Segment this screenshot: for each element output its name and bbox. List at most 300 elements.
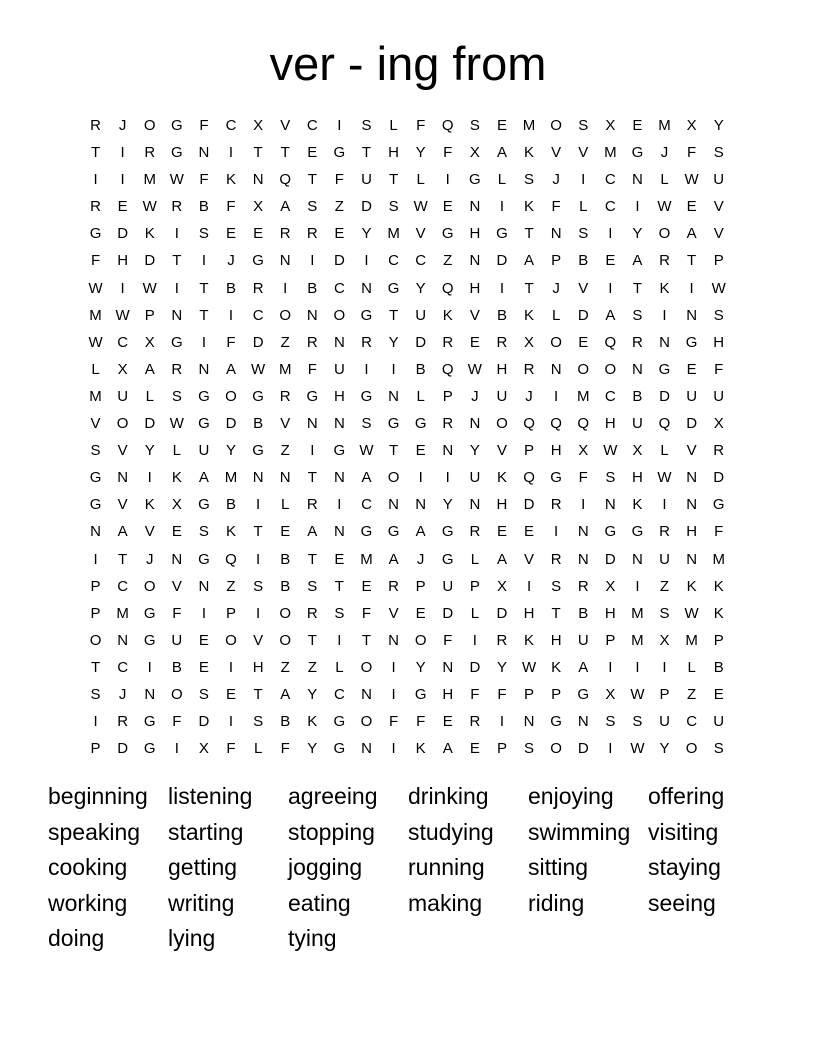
grid-letter: O: [89, 631, 102, 649]
word-list-item: getting: [168, 854, 238, 880]
grid-letter: M: [631, 631, 644, 649]
grid-letter: T: [687, 252, 697, 270]
grid-letter: S: [524, 740, 535, 758]
grid-letter: N: [469, 496, 481, 514]
grid-letter: P: [226, 604, 237, 622]
grid-letter: V: [90, 415, 101, 433]
grid-letter: F: [714, 360, 724, 378]
grid-letter: U: [496, 387, 508, 405]
grid-letter: R: [496, 333, 508, 351]
grid-letter: Y: [226, 442, 237, 460]
grid-letter: E: [117, 198, 128, 216]
grid-letter: I: [147, 469, 152, 487]
grid-letter: E: [686, 198, 697, 216]
grid-letter: A: [307, 523, 318, 541]
grid-letter: V: [713, 198, 724, 216]
grid-letter: E: [415, 604, 426, 622]
grid-letter: Z: [280, 658, 290, 676]
grid-letter: A: [578, 658, 589, 676]
grid-letter: I: [635, 658, 640, 676]
grid-letter: T: [388, 442, 399, 460]
grid-letter: T: [307, 171, 317, 189]
grid-letter: F: [687, 144, 697, 162]
grid-letter: I: [554, 387, 559, 405]
grid-letter: D: [117, 225, 129, 243]
grid-letter: I: [499, 279, 505, 297]
grid-letter: A: [226, 360, 237, 378]
grid-letter: U: [577, 631, 589, 649]
grid-letter: A: [280, 685, 291, 703]
word-list-item: doing: [48, 925, 105, 951]
grid-letter: G: [631, 144, 644, 162]
grid-letter: N: [333, 523, 345, 541]
grid-letter: O: [225, 387, 237, 405]
grid-letter: V: [496, 442, 507, 460]
grid-letter: F: [416, 713, 426, 731]
grid-letter: M: [89, 306, 102, 324]
grid-row: [82, 627, 732, 654]
grid-letter: S: [578, 225, 589, 243]
grid-letter: N: [306, 306, 318, 324]
grid-letter: T: [253, 144, 263, 162]
word-search-grid: [82, 112, 732, 762]
grid-letter: G: [198, 496, 210, 514]
grid-letter: T: [90, 658, 101, 676]
grid-letter: S: [713, 740, 724, 758]
grid-letter: Z: [280, 333, 290, 351]
grid-letter: M: [685, 631, 698, 649]
grid-letter: Y: [144, 442, 155, 460]
grid-letter: I: [391, 360, 396, 378]
grid-letter: B: [280, 577, 291, 595]
grid-letter: M: [387, 225, 400, 243]
grid-letter: X: [198, 740, 209, 758]
grid-letter: J: [660, 144, 669, 162]
grid-letter: H: [713, 333, 725, 351]
word-list-item: drinking: [408, 783, 489, 809]
grid-letter: S: [605, 469, 616, 487]
grid-letter: Q: [550, 415, 562, 433]
grid-letter: N: [361, 740, 372, 758]
grid-letter: C: [117, 577, 129, 595]
grid-letter: N: [550, 225, 562, 243]
grid-letter: K: [144, 496, 155, 514]
grid-letter: Q: [523, 415, 535, 433]
grid-letter: P: [90, 604, 101, 622]
grid-row: [82, 166, 732, 193]
grid-letter: X: [253, 117, 264, 134]
grid-letter: G: [631, 523, 644, 541]
grid-letter: A: [442, 740, 453, 758]
grid-letter: O: [170, 685, 183, 703]
grid-letter: K: [524, 144, 535, 162]
grid-letter: R: [469, 713, 481, 731]
grid-letter: T: [524, 279, 534, 297]
grid-letter: N: [686, 550, 698, 568]
grid-letter: I: [445, 469, 450, 487]
grid-letter: T: [361, 144, 372, 162]
grid-letter: O: [116, 415, 129, 433]
grid-letter: H: [523, 604, 535, 622]
grid-letter: S: [307, 577, 318, 595]
grid-letter: I: [93, 171, 98, 189]
grid-letter: E: [442, 713, 453, 731]
grid-letter: M: [522, 117, 536, 134]
grid-letter: Y: [713, 117, 724, 134]
grid-letter: C: [388, 252, 399, 270]
grid-letter: N: [523, 713, 535, 731]
grid-letter: M: [576, 387, 590, 405]
grid-letter: G: [658, 360, 671, 378]
grid-letter: I: [201, 604, 206, 622]
grid-letter: N: [604, 496, 616, 514]
word-list-item: lying: [168, 925, 216, 951]
grid-letter: A: [496, 144, 507, 162]
grid-letter: X: [496, 577, 507, 595]
grid-letter: L: [660, 442, 669, 460]
grid-letter: V: [551, 144, 562, 162]
grid-letter: N: [388, 631, 399, 649]
grid-letter: N: [659, 333, 670, 351]
grid-letter: P: [713, 252, 724, 270]
grid-letter: G: [333, 144, 346, 162]
grid-letter: N: [198, 360, 210, 378]
grid-letter: H: [604, 604, 616, 622]
grid-letter: F: [226, 740, 236, 758]
grid-letter: B: [496, 306, 507, 324]
grid-letter: I: [256, 496, 261, 514]
grid-letter: T: [199, 306, 209, 324]
grid-letter: R: [577, 577, 589, 595]
grid-letter: U: [117, 387, 129, 405]
grid-letter: T: [253, 523, 263, 541]
grid-letter: D: [713, 469, 725, 487]
grid-letter: E: [171, 523, 182, 541]
word-list: [48, 779, 788, 957]
grid-letter: G: [685, 333, 698, 351]
grid-letter: V: [144, 523, 155, 541]
grid-letter: S: [713, 306, 724, 324]
grid-letter: P: [469, 577, 480, 595]
grid-letter: I: [581, 171, 586, 189]
grid-letter: U: [333, 360, 345, 378]
grid-letter: Y: [307, 685, 318, 703]
grid-row: [82, 410, 732, 437]
grid-letter: G: [170, 117, 183, 134]
grid-letter: L: [172, 442, 181, 460]
grid-letter: R: [361, 333, 372, 351]
grid-letter: S: [307, 198, 318, 216]
grid-letter: J: [552, 171, 560, 189]
grid-letter: C: [415, 252, 427, 270]
grid-letter: C: [361, 496, 372, 514]
grid-letter: M: [278, 360, 292, 378]
grid-letter: B: [198, 198, 209, 216]
grid-letter: G: [360, 387, 373, 405]
grid-letter: G: [550, 713, 562, 731]
grid-row: [82, 708, 732, 735]
grid-letter: I: [228, 658, 234, 676]
grid-letter: I: [581, 496, 586, 514]
grid-letter: I: [364, 252, 369, 270]
grid-letter: O: [279, 631, 292, 649]
grid-letter: U: [171, 631, 183, 649]
word-list-item: enjoying: [528, 783, 614, 809]
grid-letter: R: [171, 198, 183, 216]
grid-letter: K: [415, 740, 426, 758]
grid-letter: R: [171, 360, 183, 378]
grid-letter: R: [632, 333, 643, 351]
grid-letter: I: [526, 577, 532, 595]
grid-letter: H: [252, 658, 264, 676]
grid-letter: T: [334, 577, 344, 595]
grid-letter: H: [604, 415, 616, 433]
grid-letter: G: [414, 415, 427, 433]
grid-letter: O: [550, 740, 562, 758]
grid-letter: P: [605, 631, 616, 649]
grid-letter: W: [359, 442, 374, 460]
grid-letter: V: [686, 442, 697, 460]
grid-letter: M: [224, 469, 238, 487]
grid-letter: Z: [334, 198, 344, 216]
grid-letter: A: [605, 306, 616, 324]
grid-letter: L: [416, 171, 425, 189]
grid-row: [82, 518, 732, 545]
grid-letter: S: [713, 144, 724, 162]
grid-row: [82, 383, 732, 410]
grid-letter: W: [467, 360, 482, 378]
grid-row: [82, 356, 732, 383]
grid-letter: I: [608, 279, 613, 297]
grid-letter: F: [199, 117, 209, 134]
grid-row: [82, 681, 732, 708]
grid-letter: T: [199, 279, 209, 297]
grid-letter: L: [281, 496, 290, 514]
grid-letter: E: [524, 523, 535, 541]
grid-letter: I: [120, 171, 125, 189]
grid-letter: I: [337, 631, 342, 649]
grid-letter: A: [686, 225, 697, 243]
grid-letter: L: [145, 387, 154, 405]
grid-letter: D: [333, 252, 345, 270]
grid-letter: H: [469, 279, 481, 297]
grid-letter: X: [144, 333, 155, 351]
grid-letter: N: [415, 496, 427, 514]
grid-letter: P: [659, 685, 670, 703]
grid-letter: V: [280, 415, 291, 433]
grid-letter: I: [120, 279, 125, 297]
grid-letter: D: [577, 740, 589, 758]
grid-letter: W: [711, 279, 726, 297]
grid-letter: I: [201, 333, 206, 351]
grid-letter: E: [307, 144, 318, 162]
grid-row: [82, 193, 732, 220]
grid-letter: H: [550, 442, 562, 460]
grid-row: [82, 139, 732, 166]
grid-letter: W: [603, 442, 618, 460]
grid-letter: I: [445, 171, 450, 189]
grid-letter: I: [662, 496, 667, 514]
grid-letter: R: [659, 523, 670, 541]
grid-letter: C: [604, 387, 616, 405]
grid-letter: G: [387, 279, 400, 297]
grid-letter: C: [333, 279, 345, 297]
grid-letter: G: [306, 387, 319, 405]
grid-letter: Z: [687, 685, 697, 703]
grid-letter: S: [334, 604, 345, 622]
word-list-item: eating: [288, 889, 351, 916]
grid-letter: X: [659, 631, 670, 649]
grid-letter: E: [334, 550, 345, 568]
grid-letter: H: [469, 225, 481, 243]
grid-letter: V: [171, 577, 182, 595]
grid-letter: U: [632, 415, 643, 433]
grid-letter: F: [443, 631, 453, 649]
grid-letter: E: [334, 225, 345, 243]
grid-letter: I: [662, 306, 667, 324]
grid-letter: I: [608, 658, 613, 676]
grid-letter: V: [524, 550, 535, 568]
grid-letter: D: [144, 252, 156, 270]
grid-letter: D: [496, 604, 508, 622]
grid-letter: I: [391, 658, 396, 676]
grid-letter: S: [90, 442, 101, 460]
grid-letter: E: [632, 117, 643, 134]
grid-letter: L: [253, 740, 263, 758]
grid-letter: Y: [388, 333, 399, 351]
grid-letter: E: [415, 442, 426, 460]
grid-letter: I: [391, 685, 396, 703]
grid-letter: S: [605, 713, 616, 731]
grid-letter: L: [470, 550, 480, 568]
grid-letter: Y: [632, 225, 643, 243]
grid-letter: D: [252, 333, 264, 351]
grid-letter: C: [117, 658, 129, 676]
grid-letter: U: [686, 387, 698, 405]
grid-letter: S: [171, 387, 182, 405]
grid-letter: I: [120, 144, 125, 162]
grid-letter: E: [496, 523, 507, 541]
grid-letter: D: [442, 604, 454, 622]
grid-letter: W: [251, 360, 266, 378]
grid-letter: O: [279, 604, 292, 622]
word-list-item: running: [408, 854, 485, 880]
grid-letter: R: [550, 550, 562, 568]
grid-letter: R: [659, 252, 670, 270]
grid-letter: N: [198, 577, 210, 595]
grid-letter: I: [364, 360, 369, 378]
grid-letter: S: [659, 604, 670, 622]
grid-letter: L: [416, 387, 425, 405]
grid-letter: I: [554, 523, 559, 541]
grid-letter: I: [608, 740, 613, 758]
grid-letter: V: [388, 604, 399, 622]
grid-letter: O: [577, 360, 590, 378]
grid-letter: B: [253, 415, 264, 433]
grid-letter: J: [471, 387, 479, 405]
grid-letter: Q: [441, 117, 454, 134]
grid-letter: W: [684, 171, 699, 189]
grid-letter: G: [143, 713, 156, 731]
grid-letter: M: [604, 144, 617, 162]
grid-letter: V: [713, 225, 724, 243]
grid-letter: P: [524, 442, 535, 460]
grid-letter: X: [171, 496, 182, 514]
grid-letter: T: [172, 252, 182, 270]
grid-letter: I: [472, 631, 477, 649]
grid-letter: E: [713, 685, 724, 703]
grid-letter: O: [387, 469, 400, 487]
grid-letter: G: [333, 740, 346, 758]
grid-letter: K: [171, 469, 182, 487]
grid-letter: F: [443, 144, 453, 162]
grid-letter: S: [388, 198, 399, 216]
grid-letter: G: [89, 496, 102, 514]
grid-letter: L: [579, 198, 588, 216]
grid-letter: F: [226, 198, 236, 216]
grid-row: [82, 220, 732, 247]
word-list-item: studying: [408, 818, 494, 845]
grid-letter: G: [550, 469, 562, 487]
grid-letter: R: [90, 117, 101, 134]
grid-letter: H: [333, 387, 345, 405]
grid-row: [82, 573, 732, 600]
grid-letter: R: [279, 387, 291, 405]
grid-letter: R: [279, 225, 291, 243]
grid-letter: W: [88, 279, 103, 297]
grid-letter: C: [604, 171, 616, 189]
grid-letter: X: [117, 360, 128, 378]
grid-letter: F: [470, 685, 480, 703]
grid-letter: Y: [469, 442, 480, 460]
grid-row: [82, 491, 732, 518]
grid-letter: K: [659, 279, 670, 297]
grid-letter: L: [335, 658, 344, 676]
grid-letter: G: [252, 252, 264, 270]
grid-letter: R: [523, 360, 535, 378]
grid-letter: B: [632, 387, 643, 405]
grid-letter: P: [90, 577, 101, 595]
grid-letter: P: [551, 685, 562, 703]
grid-letter: I: [147, 658, 152, 676]
word-list-item: making: [408, 889, 483, 916]
grid-letter: B: [226, 279, 237, 297]
grid-letter: F: [172, 713, 182, 731]
grid-letter: L: [91, 360, 100, 378]
grid-letter: I: [635, 577, 640, 595]
grid-letter: K: [144, 225, 155, 243]
word-list-item: offering: [648, 783, 725, 809]
grid-letter: N: [577, 713, 589, 731]
word-list-item: writing: [168, 889, 235, 916]
grid-letter: I: [391, 740, 396, 758]
grid-letter: U: [361, 171, 372, 189]
grid-letter: I: [499, 713, 505, 731]
grid-letter: S: [551, 577, 562, 595]
grid-letter: Z: [307, 658, 317, 676]
grid-letter: G: [89, 469, 102, 487]
grid-letter: O: [550, 333, 562, 351]
grid-letter: G: [89, 225, 102, 243]
page-title: ver - ing from: [269, 37, 547, 90]
grid-letter: Z: [226, 577, 236, 595]
grid-letter: H: [388, 144, 399, 162]
grid-letter: I: [228, 144, 234, 162]
word-list-item: starting: [168, 818, 244, 845]
grid-letter: G: [198, 387, 210, 405]
grid-letter: P: [442, 387, 453, 405]
grid-row: [82, 735, 732, 762]
